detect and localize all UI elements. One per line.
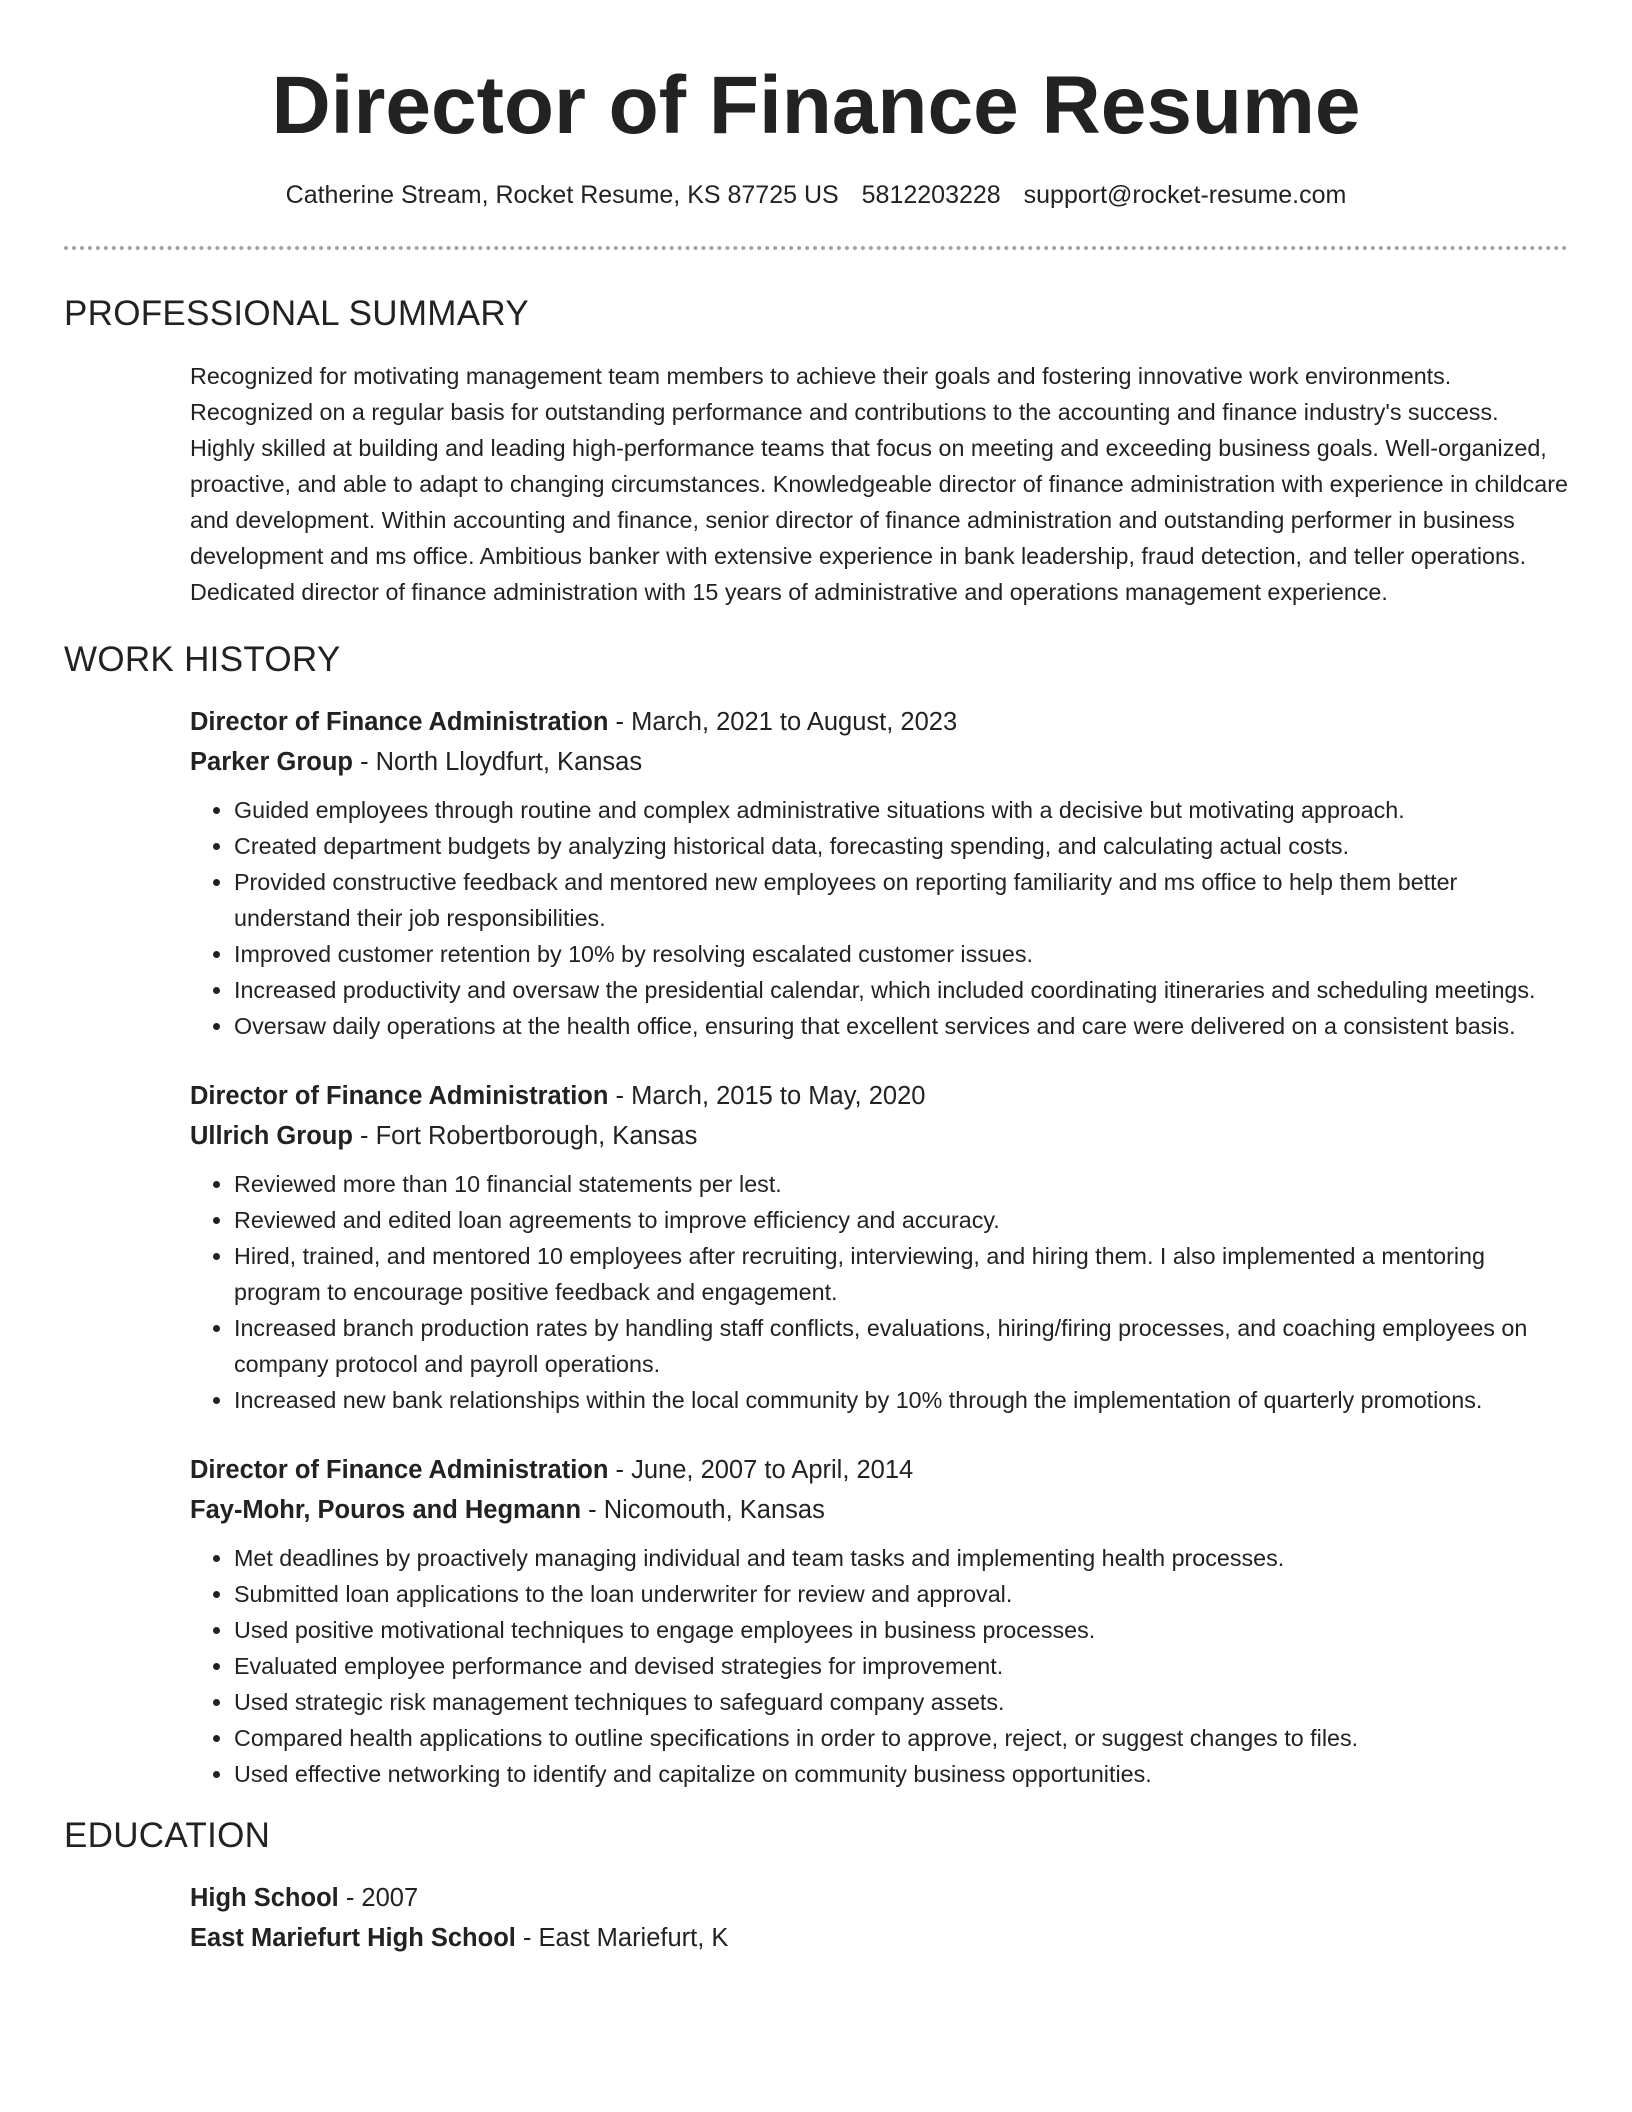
work-history-heading: WORK HISTORY	[64, 640, 341, 679]
job-title-line	[190, 1450, 1568, 1490]
education-location: - East Mariefurt, K	[515, 1924, 729, 1952]
job-title-line	[190, 702, 1568, 742]
education-year: - 2007	[338, 1884, 419, 1912]
job-bullet: • Guided employees through routine and complex administrative situations with a decisive but motivating approach.	[234, 792, 1568, 828]
job-company: Ullrich Group	[190, 1122, 353, 1150]
contact-email: support@rocket-resume.com	[1023, 181, 1347, 209]
job-bullet: • Used effective networking to identify and capitalize on community business opportunities.	[234, 1756, 1568, 1792]
job-bullet: • Used strategic risk management techniques to safeguard company assets.	[234, 1684, 1568, 1720]
job-bullet: • Reviewed and edited loan agreements to improve efficiency and accuracy.	[234, 1202, 1568, 1238]
job-title: Director of Finance Administration	[190, 1082, 609, 1110]
education-section	[190, 1878, 1568, 1958]
work-history-section	[190, 702, 1568, 1792]
education-degree-line	[190, 1878, 1568, 1918]
job-dates: - March, 2021 to August, 2023	[608, 708, 958, 736]
education-school: East Mariefurt High School	[190, 1924, 516, 1952]
job-bullet: • Improved customer retention by 10% by resolving escalated customer issues.	[234, 936, 1568, 972]
job-bullets	[190, 1540, 1568, 1792]
header-divider	[64, 246, 1568, 250]
job-bullet: • Met deadlines by proactively managing individual and team tasks and implementing health processes.	[234, 1540, 1568, 1576]
contact-line	[64, 178, 1568, 212]
job-entry	[190, 702, 1568, 1044]
job-dates: - March, 2015 to May, 2020	[608, 1082, 926, 1110]
job-location: - Nicomouth, Kansas	[581, 1496, 825, 1524]
job-dates: - June, 2007 to April, 2014	[608, 1456, 914, 1484]
job-bullet: • Oversaw daily operations at the health office, ensuring that excellent services and care were delivered on a consistent basis.	[234, 1008, 1568, 1044]
job-company: Parker Group	[190, 748, 353, 776]
job-bullet: • Used positive motivational techniques to engage employees in business processes.	[234, 1612, 1568, 1648]
job-bullets	[190, 1166, 1568, 1418]
job-bullet: • Created department budgets by analyzing historical data, forecasting spending, and calculating actual costs.	[234, 828, 1568, 864]
education-school-line	[190, 1918, 1568, 1958]
job-bullet: • Reviewed more than 10 financial statements per lest.	[234, 1166, 1568, 1202]
job-bullet: • Increased productivity and oversaw the presidential calendar, which included coordinating itineraries and scheduling meetings.	[234, 972, 1568, 1008]
job-company-line	[190, 1490, 1568, 1530]
job-title-line	[190, 1076, 1568, 1116]
job-company-line	[190, 1116, 1568, 1156]
job-title: Director of Finance Administration	[190, 708, 609, 736]
job-bullet: • Hired, trained, and mentored 10 employees after recruiting, interviewing, and hiring them. I also implemented a mentoring program to encourage positive feedback and engagement.	[234, 1238, 1568, 1310]
summary-section	[190, 358, 1568, 610]
job-bullet: • Evaluated employee performance and devised strategies for improvement.	[234, 1648, 1568, 1684]
job-bullet: • Compared health applications to outline specifications in order to approve, reject, or suggest changes to files.	[234, 1720, 1568, 1756]
job-location: - Fort Robertborough, Kansas	[352, 1122, 698, 1150]
resume-title: Director of Finance Resume	[271, 60, 1361, 151]
job-bullets	[190, 792, 1568, 1044]
resume-page	[64, 0, 1568, 1958]
job-bullet: • Increased new bank relationships within the local community by 10% through the implementation of quarterly promotions.	[234, 1382, 1568, 1418]
job-bullet: • Provided constructive feedback and mentored new employees on reporting familiarity and ms office to help them better understand their job responsibilities.	[234, 864, 1568, 936]
summary-heading: PROFESSIONAL SUMMARY	[64, 294, 529, 333]
job-bullet: • Submitted loan applications to the loan underwriter for review and approval.	[234, 1576, 1568, 1612]
job-entry	[190, 1076, 1568, 1418]
job-location: - North Lloydfurt, Kansas	[352, 748, 643, 776]
job-company-line	[190, 742, 1568, 782]
contact-phone: 5812203228	[861, 181, 1001, 209]
education-heading: EDUCATION	[64, 1816, 271, 1855]
job-entry	[190, 1450, 1568, 1792]
summary-text: Recognized for motivating management team members to achieve their goals and fostering innovative work environments. Recognized on a regular basis for outstanding performance and contributions to the accounting and finance industry's success. Highly skilled at building and leading high-performance teams that focus on meeting and exceeding business goals. Well-organized, proactive, and able to adapt to changing circumstances. Knowledgeable director of finance administration with experience in childcare and development. Within accounting and finance, senior director of finance administration and outstanding performer in business development and ms office. Ambitious banker with extensive experience in bank leadership, fraud detection, and teller operations. Dedicated director of finance administration with 15 years of administrative and operations management experience.	[190, 363, 1568, 605]
education-degree: High School	[190, 1884, 339, 1912]
job-company: Fay-Mohr, Pouros and Hegmann	[190, 1496, 582, 1524]
job-title: Director of Finance Administration	[190, 1456, 609, 1484]
job-bullet: • Increased branch production rates by handling staff conflicts, evaluations, hiring/firing processes, and coaching employees on company protocol and payroll operations.	[234, 1310, 1568, 1382]
contact-address: Catherine Stream, Rocket Resume, KS 87725 US	[285, 181, 839, 209]
